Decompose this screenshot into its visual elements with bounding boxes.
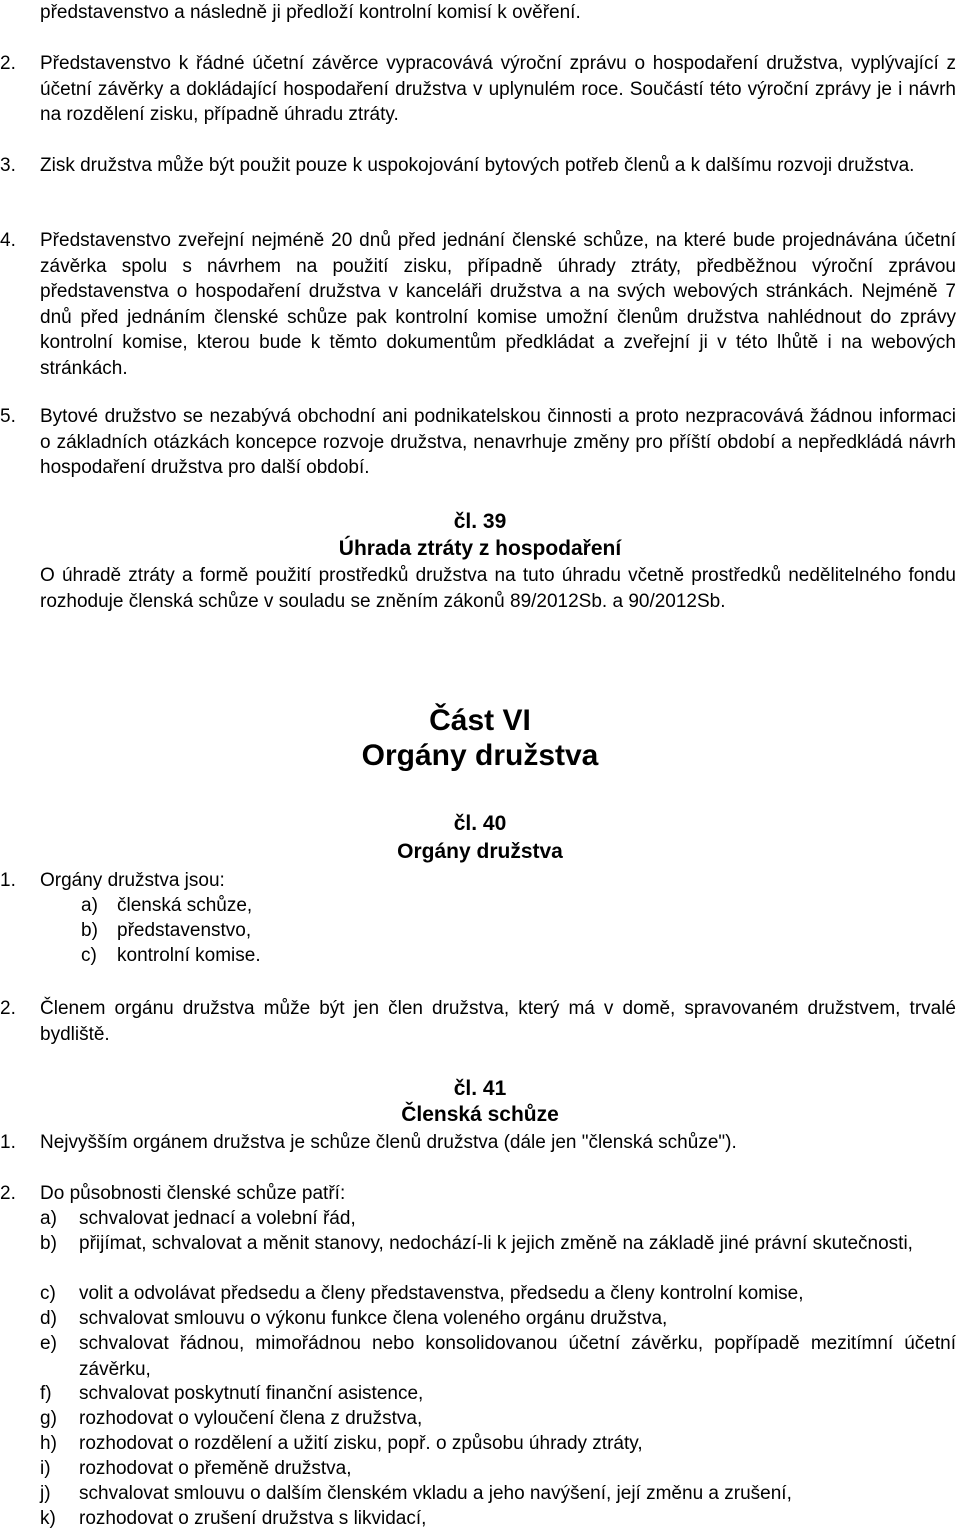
- paragraph-text: Do působnosti členské schůze patří:: [40, 1183, 346, 1204]
- article-41-paragraph-1: [0, 1130, 956, 1156]
- paragraph-number: 4.: [0, 230, 16, 251]
- paragraph-2: [0, 51, 956, 128]
- article-40-paragraph-1: [0, 868, 956, 894]
- paragraph-text: Orgány družstva jsou:: [40, 870, 225, 891]
- part-6-title: Orgány družstva: [361, 739, 599, 772]
- paragraph-text: Nejvyšším orgánem družstva je schůze členů družstva (dále jen "členská schůze").: [40, 1132, 737, 1153]
- paragraph-text: Členem orgánu družstva může být jen člen družstva, který má v domě, spravovaném družstvem, trvalé bydliště.: [40, 998, 956, 1045]
- part-6-heading: Část VI: [429, 704, 531, 737]
- paragraph-number: 3.: [0, 155, 16, 176]
- paragraph-number: 1.: [0, 1132, 16, 1153]
- article-41-number: čl. 41: [453, 1077, 507, 1100]
- paragraph-number: 2.: [0, 998, 16, 1019]
- paragraph-text: Představenstvo k řádné účetní závěrce vypracovává výroční zprávu o hospodaření družstva, vyplývající z účetní závěrky a dokládající hospodaření družstva v uplynulém roce. Součástí této výroční zprávy je i návrh na rozdělení zisku, případně úhradu ztráty.: [40, 53, 956, 125]
- article-41-paragraph-2: [0, 1181, 956, 1207]
- paragraph-5: [0, 404, 956, 481]
- article-39-text: O úhradě ztráty a formě použití prostředků družstva na tuto úhradu včetně prostředků nedělitelného fondu rozhoduje členská schůze v souladu se zněním zákonů 89/2012Sb. a 90/2012Sb.: [40, 565, 956, 612]
- article-40-title: Orgány družstva: [397, 840, 563, 863]
- paragraph-number: 2.: [0, 53, 16, 74]
- paragraph-text: Představenstvo zveřejní nejméně 20 dnů před jednání členské schůze, na které bude projednávána účetní závěrka spolu s návrhem na použití zisku, případně úhrady ztráty, předběžnou výroční zprávou představenstva o hospodaření družstva v kanceláři družstva a na svých webových stránkách. Nejméně 7 dnů před jednáním členské schůze pak kontrolní komise umožní členům družstva nahlédnout do zprávy kontrolní komise, kterou bude k těmto dokumentům předkládat a zveřejní ji v této lhůtě i na webových stránkách.: [40, 230, 956, 379]
- article-39-title: Úhrada ztráty z hospodaření: [338, 537, 622, 560]
- article-40-number: čl. 40: [453, 812, 507, 835]
- paragraph-text: Zisk družstva může být použit pouze k uspokojování bytových potřeb členů a k dalšímu rozvoji družstva.: [40, 155, 915, 176]
- paragraph-number: 1.: [0, 870, 16, 891]
- continued-line: představenstvo a následně ji předloží kontrolní komisí k ověření.: [40, 2, 581, 23]
- document-page: představenstvo a následně ji předloží kontrolní komisí k ověření. 2. Představenstvo k řádné účetní závěrce vypracovává výroční zprávu o hospodaření družstva, vyplývající z účetní závěrky a dokládající hospodaření družstva v uplynulém roce. Součástí této výroční zprávy je i návrh na rozdělení zisku, případně úhradu ztráty. 3. Zisk družstva může být použit pouze k uspokojování bytových potřeb členů a k dalšímu rozvoji družstva. 4. Představenstvo zveřejní nejméně 20 dnů před jednání členské schůze, na které bude projednávána účetní závěrka spolu s návrhem na použití zisku, případně úhrady ztráty, předběžnou výroční zprávou představenstva o hospodaření družstva v kanceláři družstva a na svých webových stránkách. Nejméně 7 dnů před jednáním členské schůze pak kontrolní komise umožní členům družstva nahlédnout do zprávy kontrolní komise, kterou bude k těmto dokumentům předkládat a zveřejní ji v této lhůtě i na webových stránkách. 5. Bytové družstvo se nezabývá obchodní ani podnikatelskou činnosti a proto nezpracovává žádnou informaci o základních otázkách koncepce rozvoje družstva, nenavrhuje změny pro příští období a nepředkládá návrh hospodaření družstva pro další období. čl. 39 Úhrada ztráty z hospodaření O úhradě ztráty a formě použití prostředků družstva na tuto úhradu včetně prostředků nedělitelného fondu rozhoduje členská schůze v souladu se zněním zákonů 89/2012Sb. a 90/2012Sb. Část VI Orgány družstva čl. 40 Orgány družstva 1. Orgány družstva jsou: a) členská schůze, b) představenstvo, c) kontrolní komise. 2. Členem orgánu družstva může být jen člen družstva, který má v domě, spravovaném družstvem, trvalé bydliště. čl. 41 Členská schůze 1. Nejvyšším orgánem družstva je schůze členů družstva (dále jen "členská schůze"). 2. Do působnosti členské schůze patří: a) schvalovat jednací a volební řád, b) přijímat, schvalovat a měnit stanovy, nedochází-li k jejich změně na základě jiné právní skutečnosti, c) volit a odvolávat předsedu a členy představenstva, předsedu a členy kontrolní komise, d) schvalovat smlouvu o výkonu funkce člena voleného orgánu družstva, e) schvalovat řádnou, mimořádnou nebo konsolidovanou účetní závěrku, popřípadě mezitímní účetní závěrku, f) schvalovat poskytnutí finanční asistence, g) rozhodovat o vyloučení člena z družstva, h) rozhodovat o rozdělení a užití zisku, popř. o způsobu úhrady ztráty, i) rozhodovat o přeměně družstva, j) schvalovat smlouvu o dalším členském vkladu a jeho navýšení, její změnu a zrušení, k) rozhodovat o zrušení družstva s likvidací,: [0, 0, 960, 1533]
- paragraph-number: 2.: [0, 1183, 16, 1204]
- paragraph-text: Bytové družstvo se nezabývá obchodní ani podnikatelskou činnosti a proto nezpracovává žádnou informaci o základních otázkách koncepce rozvoje družstva, nenavrhuje změny pro příští období a nepředkládá návrh hospodaření družstva pro další období.: [40, 406, 956, 478]
- paragraph-4: [0, 228, 956, 381]
- paragraph-number: 5.: [0, 406, 16, 427]
- article-41-title: Členská schůze: [401, 1103, 559, 1126]
- article-39-number: čl. 39: [453, 510, 507, 533]
- paragraph-3: [0, 153, 956, 179]
- article-40-paragraph-2: [0, 996, 956, 1047]
